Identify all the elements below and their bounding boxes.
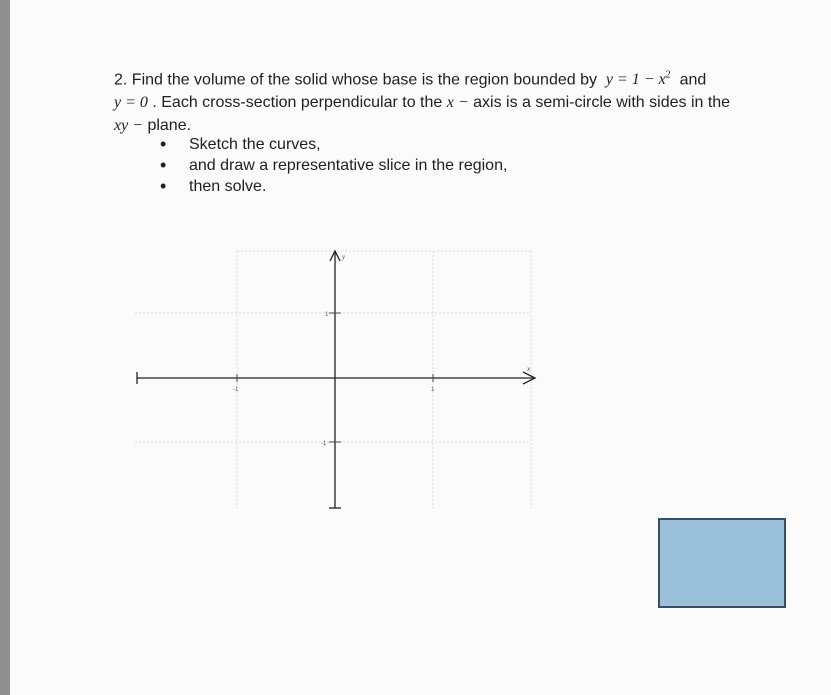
problem-text-1: Find the volume of the solid whose base is the region bounded by (131, 71, 597, 89)
y-axis-label: y (342, 253, 346, 261)
instruction-list (160, 134, 507, 197)
tick-label-yneg1: -1 (321, 441, 327, 447)
bullet-item: • then solve. (160, 176, 507, 197)
x-axis-term: x − (446, 94, 469, 112)
answer-box[interactable] (658, 518, 786, 608)
line-equation: y = 0 (114, 94, 148, 112)
x-axis-label: x (527, 365, 531, 373)
problem-text-2: . Each cross-section perpendicular to the (152, 94, 443, 112)
problem-statement (114, 64, 794, 137)
bullet-item: • and draw a representative slice in the region, (160, 155, 507, 176)
plane-var: xy − (114, 117, 143, 135)
left-margin-bar (0, 0, 10, 695)
coordinate-grid (135, 243, 545, 518)
tick-label-y1: 1 (325, 312, 329, 318)
tick-label-neg1: -1 (233, 387, 239, 393)
grid-lines (135, 251, 531, 508)
bullet-item: • Sketch the curves, (160, 134, 507, 155)
problem-text-3: axis is a semi-circle with sides in the (473, 94, 731, 112)
and-word: and (679, 71, 707, 89)
tick-label-1: 1 (431, 387, 435, 393)
plane-text: plane. (147, 117, 192, 135)
problem-number: 2. (114, 71, 128, 89)
curve-equation: $y = 1 - x^2$ (605, 70, 671, 89)
